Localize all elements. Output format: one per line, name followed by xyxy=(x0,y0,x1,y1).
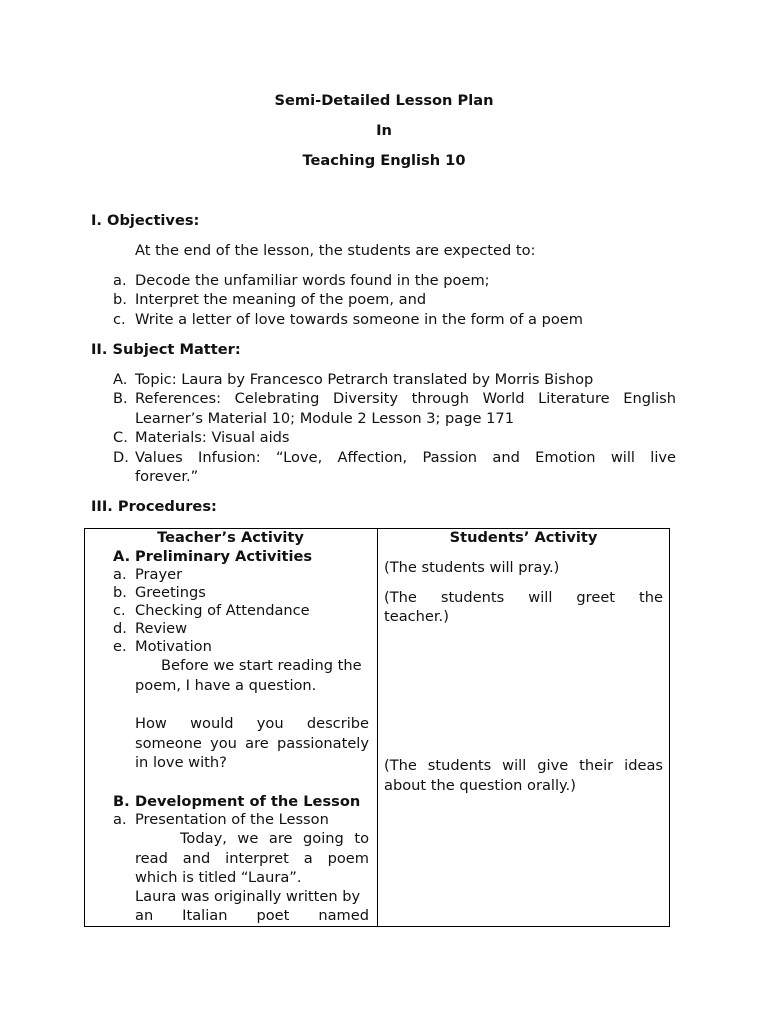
objective-text: Write a letter of love towards someone in the form of a poem xyxy=(135,311,583,328)
subject-text-line: forever.” xyxy=(135,468,199,485)
presentation-text: Presentation of the Lesson xyxy=(135,811,329,828)
presentation-line: read and interpret a poem xyxy=(135,850,369,867)
students-ideas-line: about the question orally.) xyxy=(384,777,576,794)
subject-text-line: References: Celebrating Diversity through World Literature English xyxy=(135,390,676,407)
section-b-title: Development of the Lesson xyxy=(135,793,361,810)
subject-text: Topic: Laura by Francesco Petrarch translated by Morris Bishop xyxy=(135,371,594,388)
list-marker: A. xyxy=(113,371,128,388)
list-marker: a. xyxy=(113,566,127,583)
title-line-1: Semi-Detailed Lesson Plan xyxy=(274,92,494,109)
teacher-column-header: Teacher’s Activity xyxy=(157,529,304,546)
motivation-text-line: Before we start reading the xyxy=(161,657,362,674)
list-marker: e. xyxy=(113,638,127,655)
students-greet-line: (The students will greet the xyxy=(384,589,663,606)
list-marker: C. xyxy=(113,429,128,446)
list-marker: a. xyxy=(113,811,127,828)
presentation-line: an Italian poet named xyxy=(135,907,369,924)
students-ideas-line: (The students will give their ideas xyxy=(384,757,663,774)
presentation-line: which is titled “Laura”. xyxy=(135,869,302,886)
students-pray: (The students will pray.) xyxy=(384,559,560,576)
presentation-line: Today, we are going to xyxy=(180,830,369,847)
section-a-marker: A. xyxy=(113,548,131,565)
motivation-question-line: in love with? xyxy=(135,754,227,771)
subject-matter-heading: II. Subject Matter: xyxy=(91,341,241,358)
motivation-question-line: How would you describe xyxy=(135,715,369,732)
objective-text: Decode the unfamiliar words found in the poem; xyxy=(135,272,490,289)
list-marker: b. xyxy=(113,584,127,601)
section-a-title: Preliminary Activities xyxy=(135,548,313,565)
title-line-2: In xyxy=(376,122,392,139)
procedures-heading: III. Procedures: xyxy=(91,498,217,515)
list-marker: d. xyxy=(113,620,127,637)
students-greet-line: teacher.) xyxy=(384,608,449,625)
objectives-intro: At the end of the lesson, the students are expected to: xyxy=(135,242,536,259)
students-column-header: Students’ Activity xyxy=(449,529,598,546)
objective-text: Interpret the meaning of the poem, and xyxy=(135,291,427,308)
objectives-heading: I. Objectives: xyxy=(91,212,200,229)
list-marker: b. xyxy=(113,291,127,308)
prelim-text: Prayer xyxy=(135,566,183,583)
subject-text-line: Learner’s Material 10; Module 2 Lesson 3; page 171 xyxy=(135,410,514,427)
section-b-marker: B. xyxy=(113,793,130,810)
prelim-text: Greetings xyxy=(135,584,206,601)
list-marker: c. xyxy=(113,602,126,619)
list-marker: c. xyxy=(113,311,126,328)
title-line-3: Teaching English 10 xyxy=(302,152,466,169)
list-marker: a. xyxy=(113,272,127,289)
subject-text: Materials: Visual aids xyxy=(135,429,290,446)
prelim-text: Checking of Attendance xyxy=(135,602,310,619)
motivation-text-line: poem, I have a question. xyxy=(135,677,317,694)
motivation-question-line: someone you are passionately xyxy=(135,735,369,752)
subject-text-line: Values Infusion: “Love, Affection, Passion and Emotion will live xyxy=(135,449,676,466)
presentation-line: Laura was originally written by xyxy=(135,888,361,905)
prelim-text: Motivation xyxy=(135,638,212,655)
list-marker: D. xyxy=(113,449,129,466)
list-marker: B. xyxy=(113,390,128,407)
table-column-divider xyxy=(377,528,378,927)
prelim-text: Review xyxy=(135,620,188,637)
